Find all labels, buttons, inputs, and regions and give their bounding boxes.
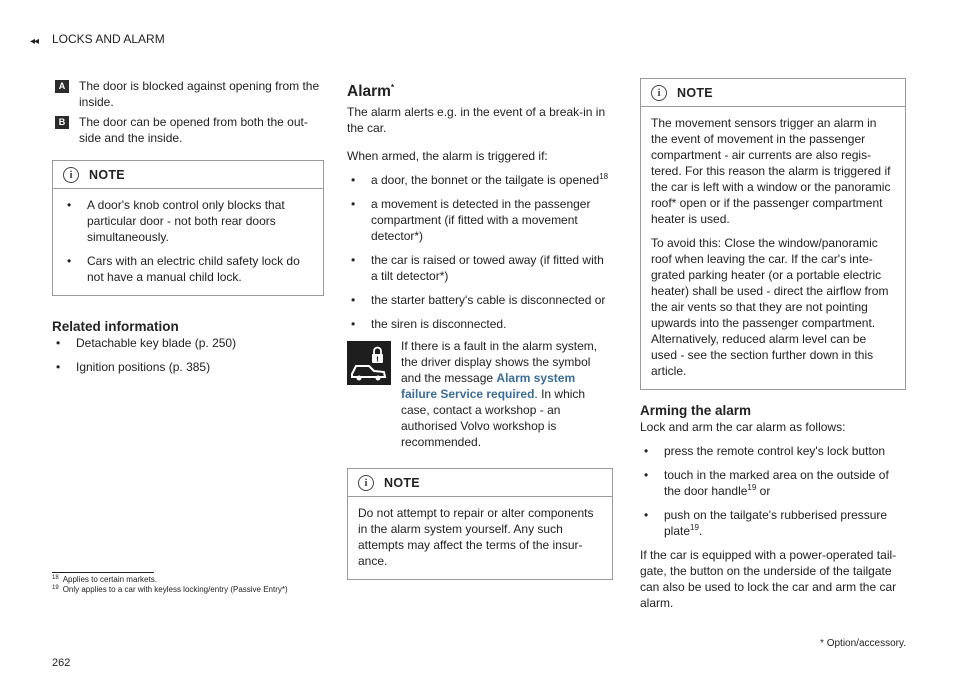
arming-text: push on the tailgate's rubberised pressure plate <box>664 508 888 538</box>
trigger-text: a door, the bonnet or the tailgate is opened <box>371 173 600 187</box>
alarm-lead: The alarm alerts e.g. in the event of a break-in in the car. <box>347 105 606 135</box>
back-arrows-icon[interactable]: ◂◂ <box>30 36 39 47</box>
fault-post: . In which case, contact a workshop - an authorised Volvo workshop is recommended. <box>401 387 586 449</box>
fault-pre: If there is a fault in the alarm system, the driver display shows the symbol and the message <box>401 339 598 385</box>
page-number: 262 <box>52 657 71 669</box>
note-title: NOTE <box>89 168 125 182</box>
note-box <box>347 468 613 580</box>
note-header <box>641 79 905 107</box>
arming-text: touch in the marked area on the outside of the door handle <box>664 468 889 498</box>
footnote-ref: 19 <box>747 483 757 492</box>
display-message: Alarm system failure Service required <box>401 371 576 401</box>
footnote-ref: 19 <box>690 523 699 532</box>
list-item: • a movement is detected in the passenger compartment (if fitted with a movement detector*) <box>347 196 613 244</box>
note-header <box>348 469 612 497</box>
footnote-ref: 18 <box>599 172 609 181</box>
note-header <box>53 161 323 189</box>
car-lock-warning-icon <box>347 341 391 385</box>
footnote-19 <box>52 585 288 595</box>
note-title: NOTE <box>384 476 420 490</box>
note-list <box>63 197 313 285</box>
list-item <box>640 467 906 499</box>
alarm-title: Alarm <box>347 83 391 100</box>
column-left <box>52 78 324 383</box>
footnote-text: Only applies to a car with keyless locking/entry (Passive Entry*) <box>62 585 288 594</box>
related-link[interactable]: • Ignition positions (p. 385) <box>52 359 324 375</box>
list-item: • A door's knob control only blocks that particular door - not both rear doors simultaneously. <box>63 197 313 245</box>
footnote-18 <box>52 575 157 585</box>
column-right <box>640 78 906 619</box>
callout-text: The door is blocked against opening from the inside. <box>79 79 320 109</box>
alarm-intro: When armed, the alarm is triggered if: <box>347 149 548 163</box>
arming-intro: Lock and arm the car alarm as follows: <box>640 420 846 434</box>
option-footnote: * Option/accessory. <box>820 638 906 649</box>
note-text: Do not attempt to repair or alter components in the alarm system yourself. Any such attempts may affect the terms of the insur-ance. <box>358 506 594 568</box>
list-item: • press the remote control key's lock button <box>640 443 906 459</box>
related-info-heading: Related information <box>52 319 179 334</box>
related-link[interactable]: • Detachable key blade (p. 250) <box>52 335 324 351</box>
list-item <box>347 172 613 188</box>
info-circle-icon: i <box>651 85 667 101</box>
callout-badge: B <box>55 116 69 129</box>
callout-badge: A <box>55 80 69 93</box>
note-paragraph: The movement sensors trigger an alarm in the event of movement in the passenger compartment - air currents are also regis-tered. For this reason the alarm is triggered if the car is left with a window or the panoramic roof* open or if the passenger compartment heater is used. <box>651 116 891 226</box>
svg-text:!: ! <box>375 355 380 364</box>
note-box <box>640 78 906 390</box>
info-circle-icon: i <box>358 475 374 491</box>
arming-list <box>640 443 906 539</box>
trigger-list <box>347 172 613 332</box>
footnote-divider <box>52 572 154 573</box>
arming-heading: Arming the alarm <box>640 403 752 418</box>
callout-text: The door can be opened from both the out-side and the inside. <box>79 115 308 145</box>
note-title: NOTE <box>677 86 713 100</box>
list-item <box>640 507 906 539</box>
section-title: LOCKS AND ALARM <box>52 32 165 46</box>
footnote-number: 18 <box>52 575 59 581</box>
note-paragraph: To avoid this: Close the window/panoramic roof when leaving the car. If the car's inte-grated parking heater (or a portable electric heater) shall be used - direct the airflow from the air vents so that they are not pointing upwards into the passenger compartment. Alternatively, reduced alarm level can be used - see the section further down in this article. <box>651 236 889 378</box>
column-middle <box>347 82 613 580</box>
callout-a <box>52 78 324 110</box>
option-star: * <box>390 82 395 92</box>
arming-text-end: or <box>756 484 771 498</box>
arming-outro: If the car is equipped with a power-operated tail-gate, the button on the underside of the tailgate can also be used to lock the car and arm the car alarm. <box>640 548 897 610</box>
footnote-number: 19 <box>52 585 59 591</box>
related-info-list <box>52 335 324 375</box>
callout-b <box>52 114 324 146</box>
note-box <box>52 160 324 296</box>
footnote-text: Applies to certain markets. <box>62 575 157 584</box>
list-item: • Cars with an electric child safety lock do not have a manual child lock. <box>63 253 313 285</box>
list-item: • the starter battery's cable is disconnected or <box>347 292 613 308</box>
list-item: • the siren is disconnected. <box>347 316 613 332</box>
fault-paragraph <box>347 338 613 450</box>
arming-text-end: . <box>698 524 703 538</box>
alarm-heading <box>347 82 613 102</box>
info-circle-icon: i <box>63 167 79 183</box>
list-item: • the car is raised or towed away (if fitted with a tilt detector*) <box>347 252 613 284</box>
